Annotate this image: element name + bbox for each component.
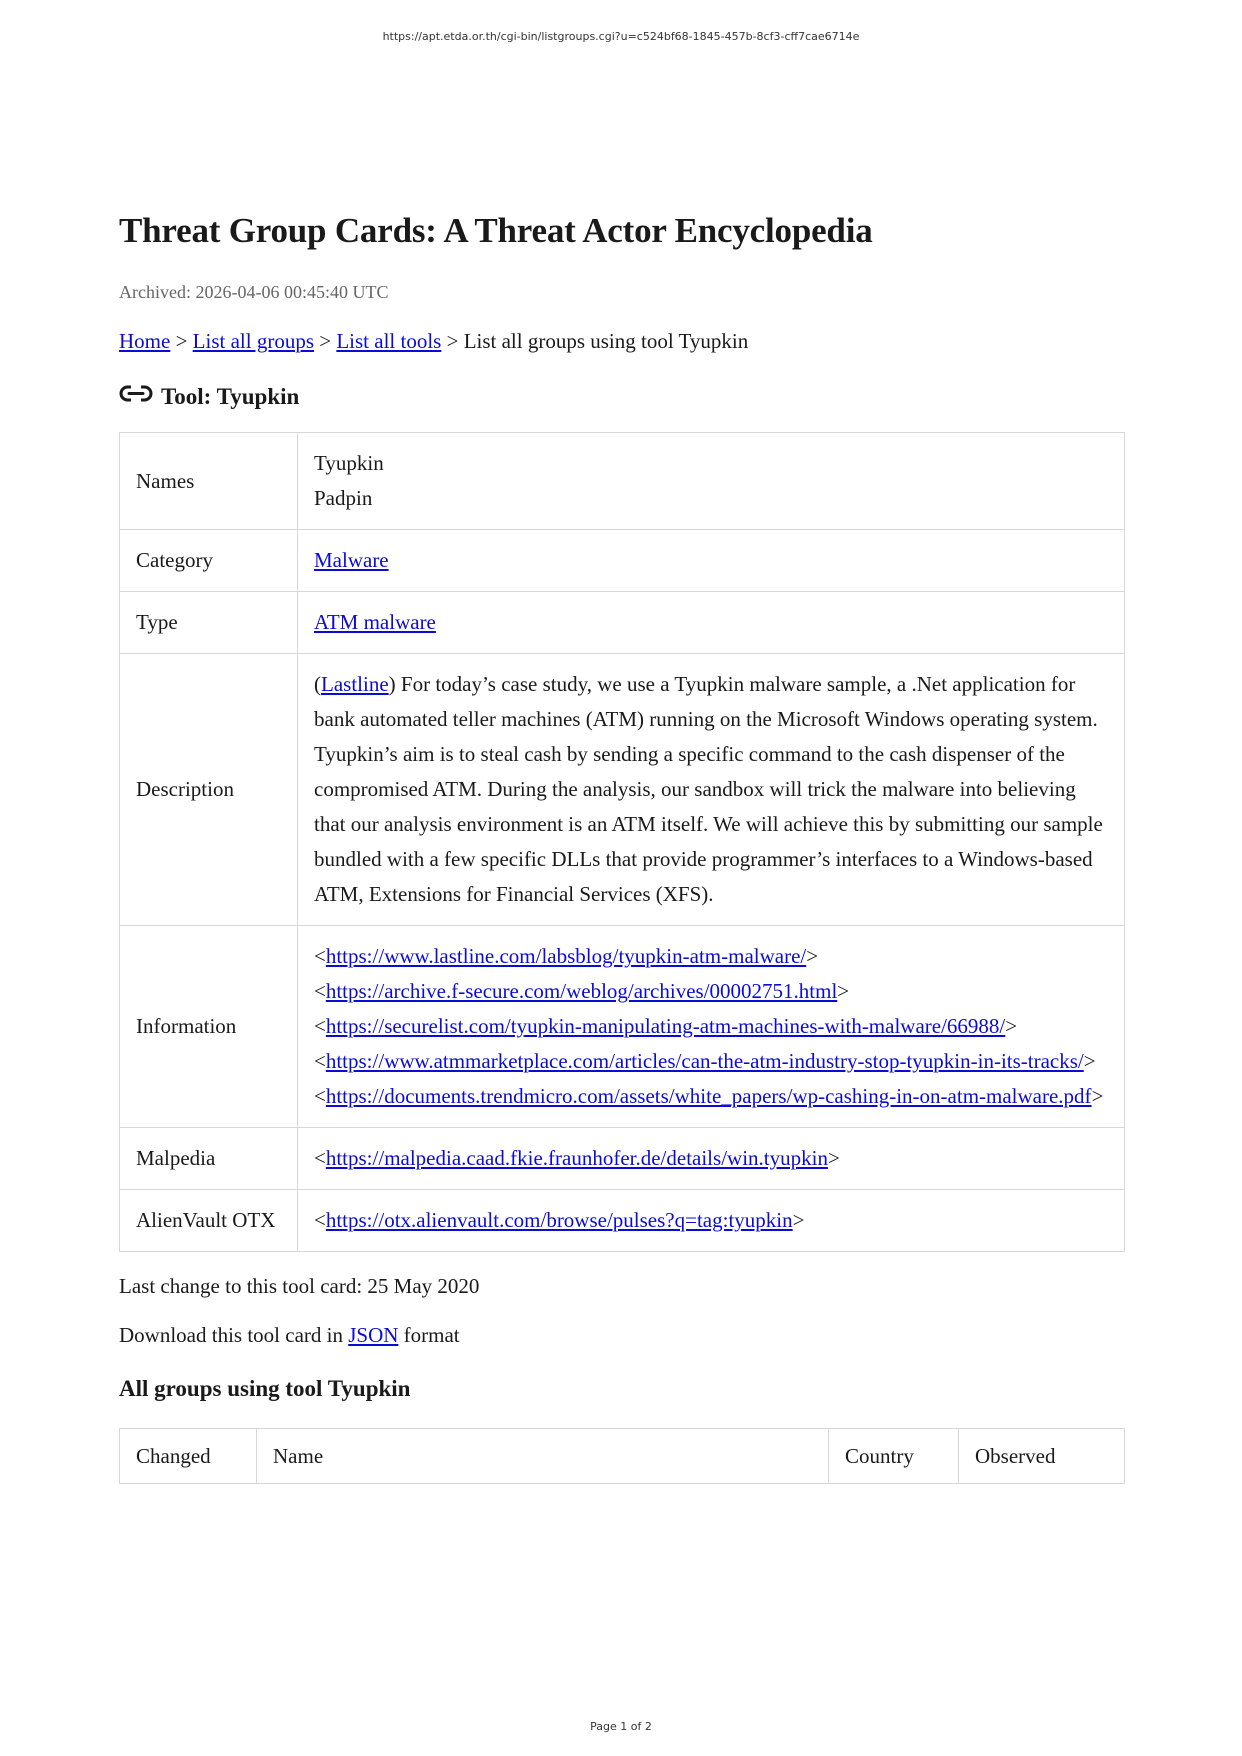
info-link[interactable]: https://archive.f-secure.com/weblog/archives/00002751.html bbox=[325, 979, 838, 1003]
column-name[interactable]: Name bbox=[257, 1429, 829, 1484]
row-malpedia: Malpedia <https://malpedia.caad.fkie.fraunhofer.de/details/win.tyupkin> bbox=[120, 1128, 1125, 1190]
breadcrumb-home-link[interactable]: Home bbox=[119, 329, 171, 353]
archived-timestamp: Archived: 2026-04-06 00:45:40 UTC bbox=[119, 282, 389, 302]
breadcrumb-separator: > bbox=[446, 329, 459, 353]
info-link-item: <https://securelist.com/tyupkin-manipulating-atm-machines-with-malware/66988/> bbox=[314, 1014, 1018, 1038]
print-header-url: https://apt.etda.or.th/cgi-bin/listgroups.cgi?u=c524bf68-1845-457b-8cf3-cff7cae6714e bbox=[382, 30, 860, 43]
row-category bbox=[120, 530, 1125, 592]
breadcrumb bbox=[119, 329, 1125, 354]
breadcrumb-groups-link[interactable]: List all groups bbox=[192, 329, 314, 353]
description-open-paren: ( bbox=[314, 672, 321, 696]
label-category: Category bbox=[120, 530, 298, 592]
info-link-item: <https://www.lastline.com/labsblog/tyupkin-atm-malware/> bbox=[314, 944, 819, 968]
otx-link[interactable]: https://otx.alienvault.com/browse/pulses?q=tag:tyupkin bbox=[325, 1208, 793, 1232]
name-primary: Tyupkin bbox=[314, 451, 384, 475]
tool-heading bbox=[119, 384, 1125, 410]
row-otx: AlienVault OTX <https://otx.alienvault.com/browse/pulses?q=tag:tyupkin> bbox=[120, 1190, 1125, 1252]
info-link-item: <https://archive.f-secure.com/weblog/archives/00002751.html> bbox=[314, 979, 850, 1003]
column-changed[interactable]: Changed bbox=[120, 1429, 257, 1484]
label-otx: AlienVault OTX bbox=[120, 1190, 298, 1252]
malpedia-link[interactable]: https://malpedia.caad.fkie.fraunhofer.de/details/win.tyupkin bbox=[325, 1146, 828, 1170]
description-value bbox=[298, 654, 1125, 926]
last-change: Last change to this tool card: 25 May 2020 bbox=[119, 1274, 480, 1298]
label-names: Names bbox=[120, 433, 298, 530]
info-link[interactable]: https://documents.trendmicro.com/assets/white_papers/wp-cashing-in-on-atm-malware.pdf bbox=[325, 1084, 1092, 1108]
tool-card-table bbox=[119, 432, 1125, 1252]
info-link-item: <https://www.atmmarketplace.com/articles/can-the-atm-industry-stop-tyupkin-in-its-tracks/> bbox=[314, 1049, 1096, 1073]
info-link[interactable]: https://www.atmmarketplace.com/articles/can-the-atm-industry-stop-tyupkin-in-its-tracks/ bbox=[325, 1049, 1084, 1073]
breadcrumb-current: List all groups using tool Tyupkin bbox=[463, 329, 749, 353]
label-malpedia: Malpedia bbox=[120, 1128, 298, 1190]
name-alias: Padpin bbox=[314, 486, 373, 510]
download-line: Download this tool card in JSON format bbox=[119, 1323, 460, 1347]
info-link[interactable]: https://securelist.com/tyupkin-manipulating-atm-machines-with-malware/66988/ bbox=[325, 1014, 1006, 1038]
page-title: Threat Group Cards: A Threat Actor Encyclopedia bbox=[119, 211, 873, 250]
label-type: Type bbox=[120, 592, 298, 654]
description-text: ) For today’s case study, we use a Tyupkin malware sample, a .Net application for bank automated teller machines (ATM) running on the Microsoft Windows operating system. Tyupkin’s aim is to steal cash by sending a specific command to the cash dispenser of the compromised ATM. During the analysis, our sandbox will trick the malware into believing that our analysis environment is an ATM itself. We will achieve this by submitting our sample bundled with a few specific DLLs that provide programmer’s interfaces to a Windows-based ATM, Extensions for Financial Services (XFS). bbox=[314, 672, 1103, 906]
label-information: Information bbox=[120, 926, 298, 1128]
description-source-link[interactable]: Lastline bbox=[321, 672, 389, 696]
groups-table-header bbox=[120, 1429, 1125, 1484]
type-link[interactable]: ATM malware bbox=[314, 610, 436, 634]
json-download-link[interactable]: JSON bbox=[348, 1323, 399, 1347]
breadcrumb-separator: > bbox=[175, 329, 188, 353]
breadcrumb-separator: > bbox=[319, 329, 332, 353]
row-information bbox=[120, 926, 1125, 1128]
print-footer-page: Page 1 of 2 bbox=[590, 1720, 652, 1733]
names-value bbox=[298, 433, 1125, 530]
column-observed[interactable]: Observed bbox=[959, 1429, 1125, 1484]
label-description: Description bbox=[120, 654, 298, 926]
groups-table bbox=[119, 1428, 1125, 1484]
link-icon bbox=[119, 384, 153, 404]
tool-heading-text: Tool: Tyupkin bbox=[161, 384, 300, 409]
category-link[interactable]: Malware bbox=[314, 548, 389, 572]
info-link[interactable]: https://www.lastline.com/labsblog/tyupkin-atm-malware/ bbox=[325, 944, 807, 968]
groups-heading: All groups using tool Tyupkin bbox=[119, 1376, 411, 1401]
information-links bbox=[298, 926, 1125, 1128]
breadcrumb-tools-link[interactable]: List all tools bbox=[336, 329, 442, 353]
row-type bbox=[120, 592, 1125, 654]
row-names bbox=[120, 433, 1125, 530]
column-country[interactable]: Country bbox=[829, 1429, 959, 1484]
row-description bbox=[120, 654, 1125, 926]
info-link-item: <https://documents.trendmicro.com/assets/white_papers/wp-cashing-in-on-atm-malware.pdf> bbox=[314, 1084, 1104, 1108]
main-content bbox=[119, 210, 1125, 1484]
